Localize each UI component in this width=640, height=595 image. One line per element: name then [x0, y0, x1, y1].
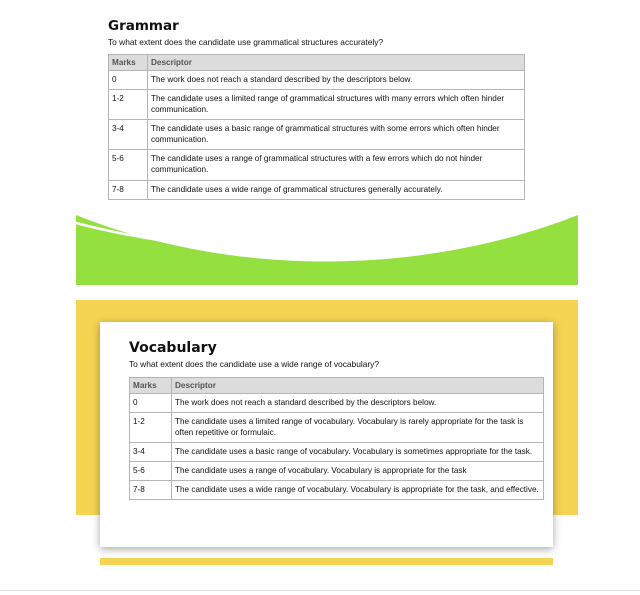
marks-cell: 7-8: [109, 180, 148, 199]
green-wave-decoration: [0, 205, 640, 290]
page-bottom-divider: [0, 590, 640, 591]
marks-cell: 1-2: [109, 90, 148, 120]
grammar-section: [108, 18, 525, 200]
marks-cell: 5-6: [130, 462, 172, 481]
vocabulary-section: [129, 340, 544, 500]
grammar-table: [108, 54, 525, 200]
table-row: [130, 394, 544, 413]
descriptor-cell: The candidate uses a limited range of vocabulary. Vocabulary is rarely appropriate for the task is often repetitive or formulaic.: [172, 413, 544, 443]
table-header-row: [109, 55, 525, 71]
yellow-bottom-bar: [100, 558, 553, 565]
table-row: [130, 443, 544, 462]
grammar-title: Grammar: [108, 18, 179, 34]
descriptor-cell: The candidate uses a basic range of vocabulary. Vocabulary is sometimes appropriate for the task.: [172, 443, 544, 462]
descriptor-cell: The candidate uses a limited range of grammatical structures with many errors which often hinder communication.: [148, 90, 525, 120]
marks-cell: 3-4: [130, 443, 172, 462]
marks-cell: 7-8: [130, 481, 172, 500]
descriptor-header: Descriptor: [172, 378, 544, 394]
marks-cell: 1-2: [130, 413, 172, 443]
marks-header: Marks: [109, 55, 148, 71]
table-row: [130, 481, 544, 500]
descriptor-cell: The work does not reach a standard described by the descriptors below.: [172, 394, 544, 413]
marks-header: Marks: [130, 378, 172, 394]
vocabulary-table: [129, 377, 544, 500]
descriptor-cell: The candidate uses a wide range of vocabulary. Vocabulary is appropriate for the task, and effective.: [172, 481, 544, 500]
table-row: [109, 180, 525, 199]
grammar-question: To what extent does the candidate use grammatical structures accurately?: [108, 37, 384, 47]
descriptor-cell: The candidate uses a range of vocabulary. Vocabulary is appropriate for the task: [172, 462, 544, 481]
table-row: [109, 71, 525, 90]
marks-cell: 3-4: [109, 120, 148, 150]
table-header-row: [130, 378, 544, 394]
descriptor-cell: The candidate uses a basic range of grammatical structures with some errors which often hinder communication.: [148, 120, 525, 150]
table-row: [130, 462, 544, 481]
marks-cell: 0: [109, 71, 148, 90]
vocabulary-title: Vocabulary: [129, 340, 217, 356]
table-row: [130, 413, 544, 443]
descriptor-cell: The work does not reach a standard described by the descriptors below.: [148, 71, 525, 90]
marks-cell: 0: [130, 394, 172, 413]
vocabulary-question: To what extent does the candidate use a wide range of vocabulary?: [129, 359, 380, 369]
descriptor-cell: The candidate uses a wide range of grammatical structures generally accurately.: [148, 180, 525, 199]
table-row: [109, 120, 525, 150]
table-row: [109, 150, 525, 180]
marks-cell: 5-6: [109, 150, 148, 180]
descriptor-cell: The candidate uses a range of grammatical structures with a few errors which do not hinder communication.: [148, 150, 525, 180]
descriptor-header: Descriptor: [148, 55, 525, 71]
table-row: [109, 90, 525, 120]
